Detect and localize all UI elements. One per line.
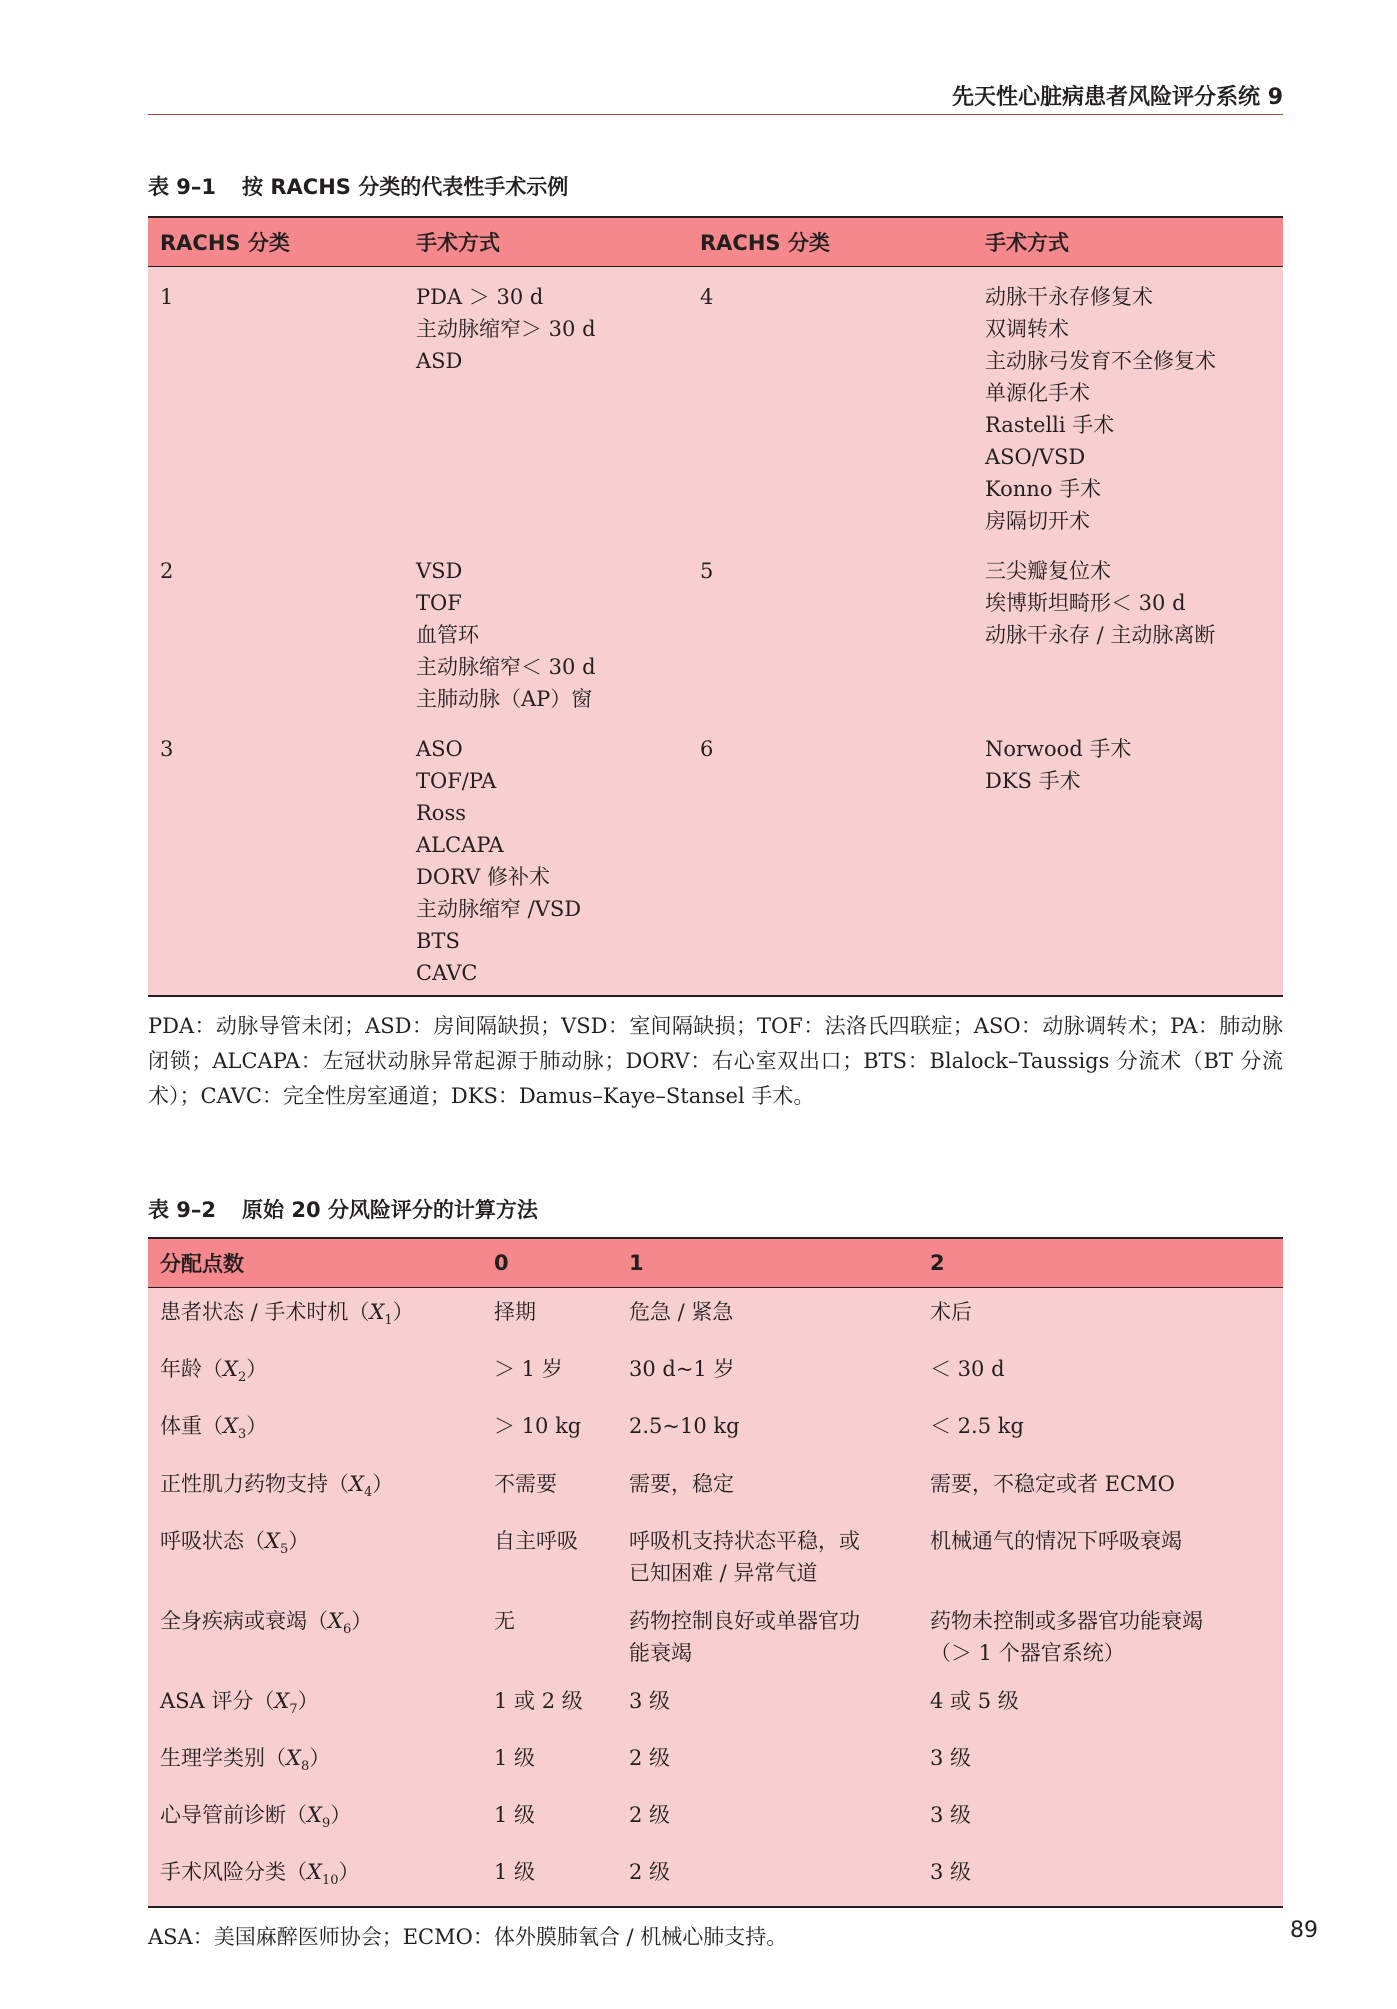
rachs-category: 6	[700, 737, 714, 761]
variable-subscript: 7	[289, 1701, 298, 1717]
procedure-list-line: ASD	[416, 349, 463, 373]
procedure-list-line: BTS	[416, 929, 460, 953]
table1-header-procedure-right: 手术方式	[973, 217, 1283, 267]
rachs-table	[148, 216, 1283, 997]
table1-header-procedure-left: 手术方式	[404, 217, 688, 267]
variable-symbol: X	[223, 1414, 238, 1439]
procedure-list-line: 动脉干永存修复术	[985, 285, 1153, 309]
closing-paren: ）	[297, 1688, 319, 1713]
score-1-cell	[617, 1791, 918, 1848]
risk-factor-name: 心导管前诊断（	[160, 1803, 307, 1828]
variable-symbol: X	[328, 1608, 343, 1633]
score-1-cell-line: 能衰竭	[629, 1640, 692, 1665]
score-1-cell-line: 3 级	[629, 1688, 671, 1713]
table2-header-0: 0	[482, 1238, 617, 1288]
score-1-cell	[617, 1597, 918, 1677]
score-1-cell	[617, 1460, 918, 1517]
score-1-cell	[617, 1345, 918, 1402]
score-2-cell	[918, 1345, 1283, 1402]
variable-symbol: X	[223, 1357, 238, 1382]
risk-factor-label	[148, 1402, 482, 1459]
procedure-list-line: 主动脉缩窄＞ 30 d	[416, 317, 596, 341]
table1-row	[148, 267, 1283, 544]
score-0-cell	[482, 1677, 617, 1734]
risk-factor-name: ASA 评分（	[160, 1688, 275, 1713]
score-0-cell-line: 1 或 2 级	[494, 1688, 583, 1713]
table2-row	[148, 1791, 1283, 1848]
closing-paren: ）	[338, 1860, 360, 1885]
procedure-list	[973, 721, 1283, 996]
score-1-cell-line: 药物控制良好或单器官功	[629, 1608, 860, 1633]
risk-factor-label	[148, 1460, 482, 1517]
table2-row	[148, 1848, 1283, 1906]
score-2-cell	[918, 1848, 1283, 1906]
score-1-cell	[617, 1288, 918, 1346]
score-1-cell-line: 2.5~10 kg	[629, 1414, 740, 1439]
table1-header-rachs-left: RACHS 分类	[148, 217, 404, 267]
score-2-cell	[918, 1597, 1283, 1677]
closing-paren: ）	[330, 1803, 352, 1828]
table2-row	[148, 1460, 1283, 1517]
procedure-list	[404, 543, 688, 721]
score-2-cell-line: 3 级	[930, 1803, 972, 1828]
procedure-list-line: 血管环	[416, 623, 479, 647]
risk-factor-name: 手术风险分类（	[160, 1860, 307, 1885]
risk-factor-label	[148, 1597, 482, 1677]
score-2-cell	[918, 1677, 1283, 1734]
score-0-cell	[482, 1734, 617, 1791]
procedure-list-line: ALCAPA	[416, 833, 504, 857]
risk-factor-label	[148, 1517, 482, 1597]
procedure-list-line: Ross	[416, 801, 467, 825]
rachs-category: 3	[160, 737, 174, 761]
procedure-list-line: TOF/PA	[416, 769, 497, 793]
score-1-cell-line: 2 级	[629, 1860, 671, 1885]
rachs-category: 5	[700, 559, 714, 583]
variable-symbol: X	[274, 1688, 290, 1713]
score-2-cell-line: 术后	[930, 1300, 972, 1324]
score-0-cell	[482, 1402, 617, 1459]
table2-header-points: 分配点数	[148, 1238, 482, 1288]
risk-factor-label	[148, 1345, 482, 1402]
procedure-list-line: ASO	[416, 737, 463, 761]
table2-row	[148, 1517, 1283, 1597]
closing-paren: ）	[246, 1357, 268, 1382]
table2-row	[148, 1402, 1283, 1459]
risk-factor-label	[148, 1734, 482, 1791]
score-2-cell	[918, 1460, 1283, 1517]
table2-row	[148, 1734, 1283, 1791]
score-0-cell-line: 不需要	[494, 1471, 557, 1496]
score-2-cell-line: ＜ 2.5 kg	[930, 1414, 1024, 1439]
score-0-cell-line: 自主呼吸	[494, 1528, 578, 1553]
closing-paren: ）	[392, 1300, 414, 1324]
risk-factor-name: 呼吸状态（	[160, 1528, 265, 1553]
score-2-cell	[918, 1402, 1283, 1459]
risk-factor-name: 体重（	[160, 1414, 223, 1439]
procedure-list-line: 双调转术	[985, 317, 1069, 341]
closing-paren: ）	[288, 1528, 310, 1553]
table1-row	[148, 543, 1283, 721]
closing-paren: ）	[246, 1414, 268, 1439]
variable-subscript: 3	[237, 1427, 247, 1443]
procedure-list	[973, 543, 1283, 721]
rachs-category: 2	[160, 559, 174, 583]
score-0-cell	[482, 1460, 617, 1517]
score-0-cell	[482, 1597, 617, 1677]
table1-caption	[148, 171, 568, 201]
procedure-list	[404, 721, 688, 996]
procedure-list-line: 埃博斯坦畸形＜ 30 d	[985, 591, 1186, 615]
table2-row	[148, 1345, 1283, 1402]
score-1-cell-line: 30 d~1 岁	[629, 1357, 735, 1382]
table2-footnote: ASA：美国麻醉医师协会；ECMO：体外膜肺氧合 / 机械心肺支持。	[148, 1925, 788, 1949]
score-0-cell	[482, 1791, 617, 1848]
score-2-cell-line: 4 或 5 级	[930, 1688, 1019, 1713]
variable-symbol: X	[286, 1745, 301, 1770]
closing-paren: ）	[351, 1608, 373, 1633]
score-1-cell-line: 2 级	[629, 1745, 671, 1770]
procedure-list-line: 房隔切开术	[985, 509, 1090, 533]
risk-factor-label	[148, 1677, 482, 1734]
score-0-cell-line: 1 级	[494, 1803, 536, 1828]
score-1-cell-line: 需要，稳定	[629, 1471, 734, 1496]
score-0-cell	[482, 1848, 617, 1906]
variable-subscript: 2	[237, 1370, 247, 1386]
score-2-cell-line: （＞ 1 个器官系统）	[930, 1640, 1125, 1665]
score-1-cell	[617, 1677, 918, 1734]
variable-symbol: X	[307, 1803, 322, 1828]
score-1-cell-line: 已知困难 / 异常气道	[629, 1560, 818, 1585]
risk-factor-name: 生理学类别（	[160, 1745, 286, 1770]
variable-symbol: X	[307, 1860, 322, 1885]
table1-title: 按 RACHS 分类的代表性手术示例	[242, 175, 569, 199]
closing-paren: ）	[372, 1471, 394, 1496]
score-0-cell-line: 1 级	[494, 1860, 536, 1885]
procedure-list-line: 单源化手术	[985, 381, 1090, 405]
risk-factor-name: 正性肌力药物支持（	[160, 1471, 349, 1496]
score-2-cell	[918, 1734, 1283, 1791]
score-1-cell-line: 呼吸机支持状态平稳，或	[629, 1528, 860, 1553]
running-header: 先天性心脏病患者风险评分系统 9	[148, 84, 1283, 115]
table2-body	[148, 1288, 1283, 1907]
variable-subscript: 6	[342, 1621, 352, 1637]
score-2-cell-line: 3 级	[930, 1860, 972, 1885]
procedure-list-line: CAVC	[416, 961, 478, 985]
score-0-cell-line: 1 级	[494, 1745, 536, 1770]
procedure-list-line: 主动脉缩窄 /VSD	[416, 897, 582, 921]
table2-row	[148, 1677, 1283, 1734]
table2-caption	[148, 1194, 538, 1224]
procedure-list-line: VSD	[416, 559, 463, 583]
variable-subscript: 1	[384, 1313, 393, 1329]
table2-header-row	[148, 1238, 1283, 1288]
score-0-cell	[482, 1288, 617, 1346]
risk-factor-label	[148, 1288, 482, 1346]
table2-number: 表 9–2	[148, 1198, 217, 1222]
procedure-list-line: 主动脉缩窄＜ 30 d	[416, 655, 596, 679]
risk-factor-label	[148, 1848, 482, 1906]
table2-header-1: 1	[617, 1238, 918, 1288]
score-2-cell-line: 药物未控制或多器官功能衰竭	[930, 1608, 1203, 1633]
procedure-list-line: DORV 修补术	[416, 865, 550, 889]
score-2-cell	[918, 1517, 1283, 1597]
table1-body	[148, 267, 1283, 997]
variable-subscript: 9	[321, 1816, 331, 1832]
procedure-list-line: ASO/VSD	[985, 445, 1086, 469]
procedure-list-line: 主肺动脉（AP）窗	[416, 687, 593, 711]
procedure-list	[404, 267, 688, 544]
score-0-cell-line: 择期	[494, 1300, 536, 1324]
table2-row	[148, 1597, 1283, 1677]
score-0-cell	[482, 1517, 617, 1597]
variable-subscript: 5	[279, 1541, 289, 1557]
variable-subscript: 10	[321, 1873, 339, 1889]
variable-symbol: X	[349, 1471, 364, 1496]
score-2-cell	[918, 1791, 1283, 1848]
score-1-cell	[617, 1517, 918, 1597]
procedure-list-line: 动脉干永存 / 主动脉离断	[985, 623, 1216, 647]
variable-symbol: X	[369, 1300, 385, 1324]
risk-factor-name: 全身疾病或衰竭（	[160, 1608, 328, 1633]
procedure-list-line: 三尖瓣复位术	[985, 559, 1111, 583]
score-1-cell-line: 危急 / 紧急	[629, 1300, 734, 1324]
variable-symbol: X	[265, 1528, 280, 1553]
table2-title: 原始 20 分风险评分的计算方法	[242, 1198, 538, 1222]
table1-header-row	[148, 217, 1283, 267]
risk-factor-name: 年龄（	[160, 1357, 223, 1382]
variable-subscript: 4	[363, 1484, 373, 1500]
page-number: 89	[1290, 1918, 1318, 1943]
score-0-cell-line: ＞ 10 kg	[494, 1414, 582, 1439]
table1-footnote: PDA：动脉导管未闭；ASD：房间隔缺损；VSD：室间隔缺损；TOF：法洛氏四联症；ASO：动脉调转术；PA：肺动脉闭锁；ALCAPA：左冠状动脉异常起源于肺动脉；DORV：右心室双出口；BTS：Blalock–Taussigs 分流术（BT 分流术）；CAVC：完全性房室通道；DKS：Damus–Kaye–Stansel 手术。	[148, 1014, 1283, 1108]
score-0-cell-line: 无	[494, 1608, 515, 1633]
score-1-cell	[617, 1848, 918, 1906]
score-0-cell-line: ＞ 1 岁	[494, 1357, 563, 1382]
table2-header-2: 2	[918, 1238, 1283, 1288]
procedure-list-line: TOF	[416, 591, 462, 615]
procedure-list-line: PDA ＞ 30 d	[416, 285, 544, 309]
score-2-cell-line: 需要，不稳定或者 ECMO	[930, 1471, 1175, 1496]
table2-row	[148, 1288, 1283, 1346]
procedure-list	[973, 267, 1283, 544]
procedure-list-line: DKS 手术	[985, 769, 1081, 793]
score-1-cell	[617, 1402, 918, 1459]
score-1-cell	[617, 1734, 918, 1791]
score-2-cell-line: ＜ 30 d	[930, 1357, 1005, 1382]
score-1-cell-line: 2 级	[629, 1803, 671, 1828]
variable-subscript: 8	[300, 1759, 310, 1775]
score-2-cell-line: 3 级	[930, 1745, 972, 1770]
procedure-list-line: Rastelli 手术	[985, 413, 1115, 437]
risk-factor-name: 患者状态 / 手术时机（	[160, 1300, 370, 1324]
risk-factor-label	[148, 1791, 482, 1848]
score-2-cell	[918, 1288, 1283, 1346]
closing-paren: ）	[309, 1745, 331, 1770]
table1-number: 表 9–1	[148, 175, 217, 199]
rachs-category: 4	[700, 285, 714, 309]
table1-row	[148, 721, 1283, 996]
risk-score-table	[148, 1237, 1283, 1908]
rachs-category: 1	[160, 285, 174, 309]
procedure-list-line: 主动脉弓发育不全修复术	[985, 349, 1216, 373]
score-0-cell	[482, 1345, 617, 1402]
table1-header-rachs-right: RACHS 分类	[688, 217, 973, 267]
score-2-cell-line: 机械通气的情况下呼吸衰竭	[930, 1528, 1182, 1553]
procedure-list-line: Konno 手术	[985, 477, 1102, 501]
procedure-list-line: Norwood 手术	[985, 737, 1132, 761]
